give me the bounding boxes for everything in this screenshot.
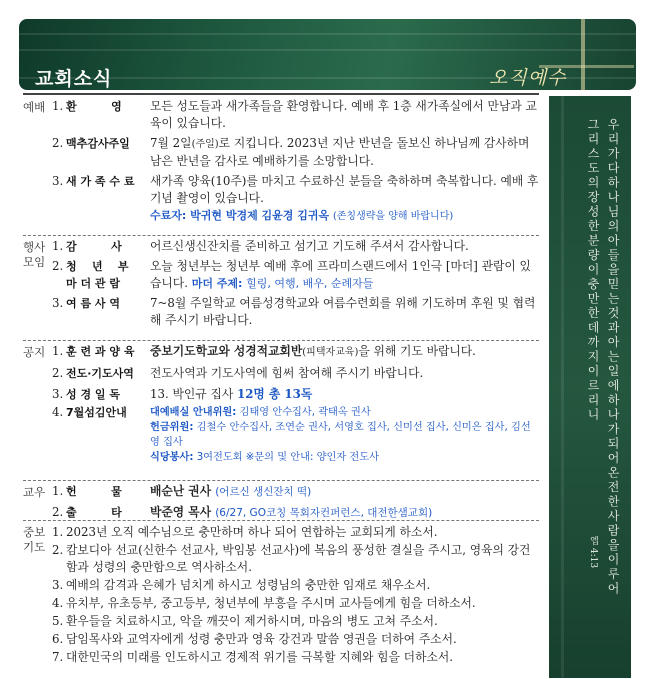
- section-notices: [23, 340, 539, 478]
- prayer-text: 환우들을 치료하시고, 악을 깨끗이 제거하시며, 마음의 병도 고쳐 주소서.: [66, 614, 438, 628]
- item-text: 배순난 권사: [150, 484, 216, 498]
- prayer-item: [52, 613, 539, 630]
- duty-body: 김태영 안수집사, 곽태옥 권사: [239, 407, 371, 418]
- category-label: 행사 모임: [23, 240, 46, 269]
- duty-head: 식당봉사:: [150, 452, 194, 463]
- list-item: [52, 135, 539, 170]
- item-text-note: (피택자교육): [302, 347, 359, 358]
- prayer-text: 유치부, 유초등부, 중고등부, 청년부에 부흥을 주시며 교사들에게 힘을 더하소서.: [66, 596, 476, 610]
- item-number: 2.: [52, 543, 64, 557]
- item-text: 모든 성도들과 새가족들을 환영합니다. 예배 후 1층 새가족실에서 만남과 교육이 있습니다.: [150, 99, 537, 130]
- item-label: 출 타: [66, 506, 122, 519]
- banner-texture: [19, 33, 636, 35]
- section-prayer: [23, 520, 539, 664]
- prayer-list: [52, 521, 539, 666]
- list-item: [52, 295, 539, 329]
- verse-reference: 엡 4:13: [588, 536, 598, 569]
- banner-texture: [19, 49, 636, 51]
- item-number: 1.: [52, 484, 64, 498]
- item-number: 1.: [52, 525, 64, 539]
- section-worship: [23, 96, 539, 233]
- duty-head: 대예배실 안내위원:: [150, 407, 237, 418]
- item-number: 2.: [52, 366, 64, 380]
- list-item: [52, 258, 539, 292]
- header-banner: [19, 19, 636, 90]
- item-number: 6.: [52, 632, 64, 646]
- item-number: 4.: [52, 596, 64, 610]
- item-number: 2.: [52, 505, 64, 519]
- item-label: 훈 련 과 양 육: [66, 345, 135, 358]
- section-members: [23, 480, 539, 518]
- list-item: [52, 405, 539, 465]
- graduates-list: 수료자: 박귀현 박경제 김윤경 김귀옥: [150, 209, 330, 222]
- prayer-item: [52, 524, 539, 541]
- page-title: 교회소식: [35, 68, 113, 90]
- category-label: 예배: [23, 100, 46, 114]
- item-number: 1.: [52, 99, 64, 113]
- list-item: [52, 365, 539, 382]
- category-label: 중보 기도: [23, 525, 46, 554]
- theme-label: 마더 주제:: [191, 277, 243, 290]
- item-label: 전도·기도사역: [66, 367, 134, 380]
- prayer-text: 담임목사와 교역자에게 성령 충만과 영육 강건과 말씀 영권을 더하여 주소서.: [66, 632, 457, 646]
- verse-sidebar: [549, 96, 631, 678]
- item-text-note: (어르신 생신잔치 떡): [215, 486, 312, 498]
- item-number: 3.: [52, 387, 64, 401]
- item-number: 3.: [52, 296, 64, 310]
- item-number: 2.: [52, 259, 64, 273]
- list-item: [52, 343, 539, 361]
- duty-head: 헌금위원:: [150, 422, 194, 433]
- prayer-text: 대한민국의 미래를 인도하시고 경제적 위기를 극복할 지혜와 힘을 더하소서.: [66, 650, 454, 664]
- item-number: 1.: [52, 344, 64, 358]
- item-label: 맥추감사주일: [66, 137, 130, 150]
- item-text: 새가족 양육(10주)를 마치고 수료하신 분들을 축하하며 축복합니다. 예배 후 기념 촬영이 있습니다.: [150, 174, 539, 205]
- item-label: 감 사: [66, 240, 122, 253]
- category-label: 교우: [23, 485, 46, 499]
- item-label: 7월섬김안내: [66, 406, 127, 419]
- reading-count: 12명 총 13독: [237, 387, 313, 401]
- item-text: 로 지킵니다. 2023년 지난 반년을 돌보신 하나님께 감사하며 남은 반년을 감사로 예배하기를 소망합니다.: [150, 136, 530, 168]
- item-text-note: (6/27, GO코칭 목회자컨퍼런스, 대전한샘교회): [215, 507, 433, 519]
- item-text: 7월 2일: [150, 136, 192, 150]
- item-label: 청 년 부 마 더 관 람: [66, 260, 129, 290]
- church-logo: 오직예수: [489, 67, 567, 89]
- item-text: 어르신생신잔치를 준비하고 섬기고 기도해 주셔서 감사합니다.: [150, 239, 469, 253]
- item-number: 3.: [52, 578, 64, 592]
- prayer-text: 캄보디아 선교(신한수 선교사, 박임봉 선교사)에 복음의 풍성한 결실을 주시고, 영육의 강건함과 성령의 충만함으로 역사하소서.: [66, 543, 531, 574]
- list-item: [52, 386, 539, 403]
- item-label: 여 름 사 역: [66, 297, 120, 310]
- list-item: [52, 483, 539, 501]
- cross-graphic: [581, 19, 585, 90]
- category-label: 공지: [23, 345, 46, 359]
- graduates-note: (존칭생략을 양해 바랍니다): [332, 211, 454, 222]
- item-number: 7.: [52, 650, 64, 664]
- list-item: [52, 238, 539, 255]
- item-number: 1.: [52, 239, 64, 253]
- divider: [23, 93, 539, 95]
- item-number: 2.: [52, 136, 64, 150]
- item-label: 새 가 족 수 료: [66, 175, 135, 188]
- prayer-item: [52, 542, 539, 576]
- duty-body: 3여전도회 ※문의 및 안내: 양인자 전도사: [196, 452, 379, 463]
- prayer-item: [52, 595, 539, 612]
- item-number: 3.: [52, 174, 64, 188]
- sidebar-texture: [561, 96, 564, 678]
- item-text: 7~8월 주일학교 여름성경학교와 여름수련회를 위해 기도하며 후원 및 협력해 주시기 바랍니다.: [150, 296, 536, 327]
- item-text: 을 위해 기도 바랍니다.: [358, 344, 476, 358]
- item-number: 4.: [52, 405, 64, 419]
- prayer-text: 2023년 오직 예수님으로 충만하며 하나 되어 연합하는 교회되게 하소서.: [66, 525, 438, 539]
- item-text: 13. 박인규 집사: [150, 387, 237, 401]
- item-text-note: (주일): [191, 139, 219, 150]
- list-item: [52, 173, 539, 225]
- item-text: 오늘 청년부는 청년부 예배 후에 프라미스랜드에서 1인극 [마더] 관람이 있습니다.: [150, 259, 531, 290]
- section-events: [23, 235, 539, 338]
- item-label: 헌 물: [66, 485, 122, 498]
- item-number: 5.: [52, 614, 64, 628]
- item-text: 박준영 목사: [150, 505, 216, 519]
- verse-line-1: 우리가다하나님의아들을믿는것과아는일에하나가되어온전한사람을이루어: [606, 118, 620, 597]
- prayer-item: [52, 631, 539, 648]
- item-text: 중보기도학교와 성경적교회반: [150, 344, 303, 358]
- item-label: 성 경 일 독: [66, 388, 120, 401]
- verse-line-2: 그리스도의장성한분량이충만한데까지이르리니: [586, 118, 600, 423]
- prayer-text: 예배의 감격과 은혜가 넘치게 하시고 성령님의 충만한 임재로 채우소서.: [66, 578, 431, 592]
- prayer-item: [52, 649, 539, 666]
- prayer-item: [52, 577, 539, 594]
- theme-text: 힐링, 여행, 배우, 순례자들: [246, 277, 374, 290]
- list-item: [52, 98, 539, 132]
- item-text: 전도사역과 기도사역에 힘써 참여해 주시기 바랍니다.: [150, 366, 424, 380]
- duty-body: 김철수 안수집사, 조연순 권사, 서영호 집사, 신미선 집사, 신미은 집사, 김선영 집사: [150, 422, 531, 448]
- item-label: 환 영: [66, 100, 122, 113]
